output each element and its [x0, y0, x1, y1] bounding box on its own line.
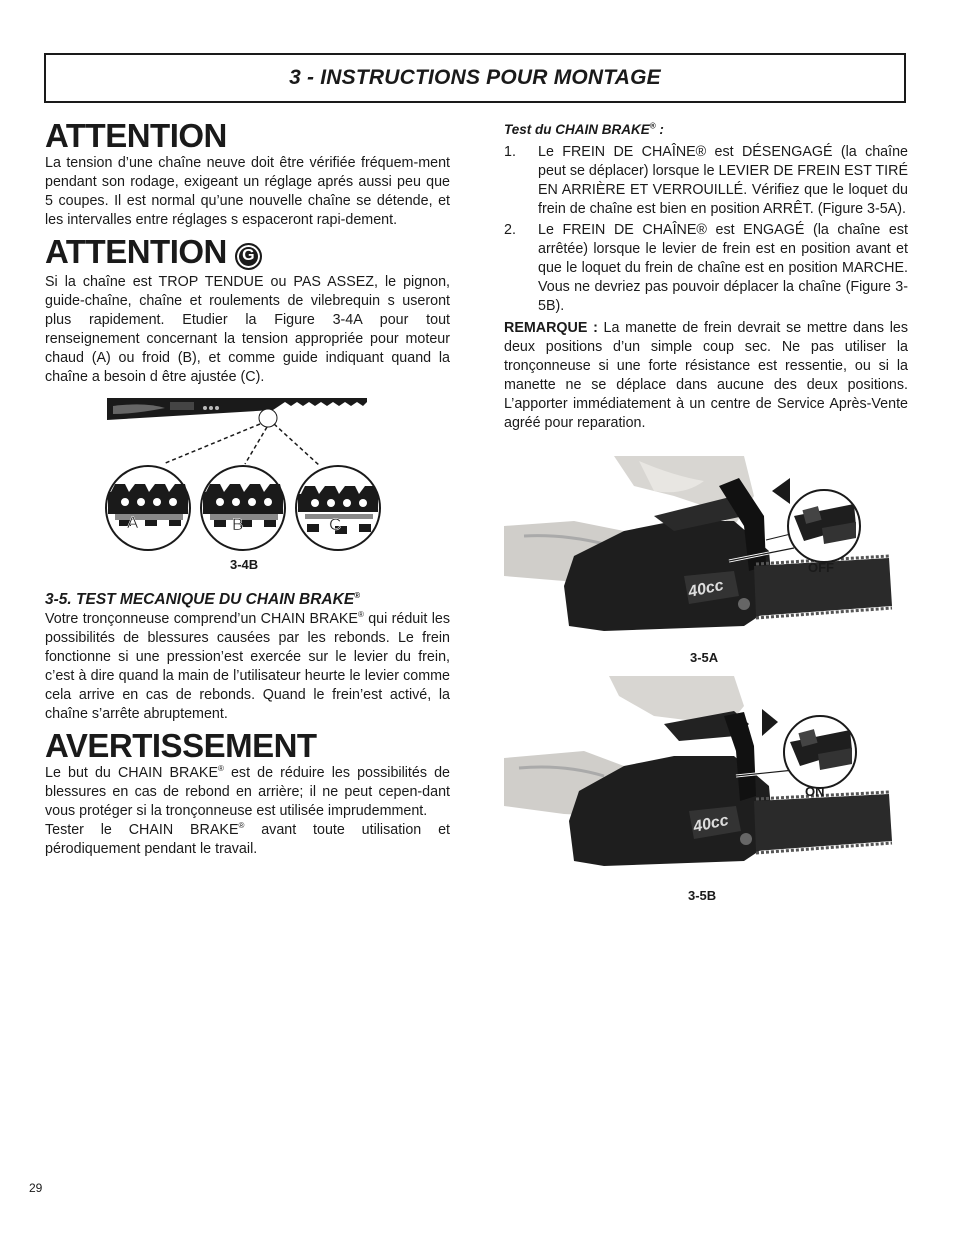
figure-3-5b	[504, 676, 904, 911]
attention-text-2: Si la chaîne est TROP TENDUE ou PAS ASSEZ, le pignon, guide-chaîne, chaîne et roulements de vilebrequin s useront plus rapidement. Etudier la Figure 3-4A pour tout renseignement concernant la tension appropriée pour moteur chaud (A) ou froid (B), et comme guide indiquant quand la chaîne a besoin d être ajustée (C).	[45, 273, 450, 385]
chain-brake-heading	[45, 590, 450, 610]
attention-text-1: La tension d’une chaîne neuve doit être vérifiée fréquem-ment pendant son rodage, exigeant un réglage aprés aussi peu que 5 coupes. Il est normal qu’une nouvelle chaîne se détende, et les intervalles entre réglages s espaceront rapi-dement.	[45, 155, 450, 228]
chain-brake-text	[45, 610, 450, 724]
brand-40cc-a: 40cc	[686, 576, 726, 601]
attention-heading-1: ATTENTION	[45, 117, 227, 154]
chain-brake-text-b: qui réduit les possibilités de blessures causées par les rebonds. Le frein fonctionne si une pression’est exercée sur le levier du frein, c’est à dire quand la main de l’utilisateur heurte le levier comme cela arrive en cas de rebonds. Quand le frein’est activé, la chaîne s’arrête abruptement.	[45, 610, 450, 722]
brand-40cc-b: 40cc	[691, 811, 731, 836]
remark-paragraph	[504, 319, 908, 433]
list-item	[504, 143, 908, 219]
tension-circle-c	[296, 466, 380, 550]
page-number: 29	[29, 1181, 43, 1195]
section-title: 3 - INSTRUCTIONS POUR MONTAGE	[289, 66, 661, 89]
chain-brake-text-a: Votre tronçonneuse comprend’un CHAIN BRAKE	[45, 610, 358, 627]
label-a: A	[127, 512, 139, 532]
list-number: 2.	[504, 222, 516, 238]
figure-3-5a	[504, 456, 904, 671]
warning-text-2	[45, 821, 450, 859]
test-heading-colon: :	[655, 122, 664, 137]
tension-circle-b	[201, 466, 285, 550]
attention-heading-2: ATTENTION	[45, 233, 227, 270]
figure-label-3-5a: 3-5A	[690, 650, 719, 665]
warning-text-1a: Le but du CHAIN BRAKE	[45, 764, 218, 781]
chainsaw-brake-on-photo	[504, 676, 904, 871]
registered-mark: ®	[217, 763, 224, 773]
callout-off: OFF	[808, 560, 834, 575]
list-text: Le FREIN DE CHAÎNE® est DÉSENGAGÉ (la chaîne peut se déplacer) lorsque le LEVIER DE FREIN EST TIRÉ EN ARRIÈRE ET VERROUILLÉ. Vérifiez que le loquet du frein de chaîne est bien en position ARRÊT. (Figure 3-5A).	[538, 144, 908, 217]
list-text: Le FREIN DE CHAÎNE® est ENGAGÉ (la chaîne est arrêtée) lorsque le levier de frein est en position avant et que le loquet du frein de chaîne est en position MARCHE. Vous ne devriez pas pouvoir déplacer la chaîne (Figure 3-5B).	[538, 222, 908, 314]
test-heading	[504, 121, 908, 139]
warning-heading: AVERTISSEMENT	[45, 726, 317, 764]
remark-text: La manette de frein devrait se mettre dans les deux positions d’un simple coup sec. Ne pas utiliser la tronçonneuse si une forte résistance est ressentie, ou si la manette ne se déplace dans aucune des deux positions. L’apporter immédiatement à un centre de Service Après-Vente agréé pour reparation.	[504, 320, 908, 431]
chainsaw-brake-off-photo	[504, 456, 904, 636]
g-badge-icon: G	[235, 243, 262, 270]
left-column	[45, 118, 450, 859]
chain-brake-heading-text: 3-5. TEST MECANIQUE DU CHAIN BRAKE	[45, 590, 355, 608]
callout-on: ON	[805, 784, 825, 799]
right-column	[504, 118, 908, 433]
warning-text-1b: est de réduire les possibilités de blessures en cas de rebond en arrière; il ne peut cepen-dant vous protéger si la tronçonneuse est utilisée imprudemment.	[45, 764, 450, 819]
attention-heading-2-row	[45, 234, 450, 273]
remark-label: REMARQUE :	[504, 320, 598, 336]
label-b: B	[232, 514, 244, 534]
chain-tension-diagram	[45, 396, 450, 576]
test-heading-text: Test du CHAIN BRAKE	[504, 122, 650, 137]
label-c: C	[329, 514, 342, 534]
registered-mark: ®	[649, 121, 656, 131]
figure-label-3-4b: 3-4B	[230, 556, 259, 572]
list-item	[504, 221, 908, 316]
list-number: 1.	[504, 144, 516, 160]
figure-label-3-5b: 3-5B	[688, 888, 717, 903]
registered-mark: ®	[238, 820, 245, 830]
registered-mark: ®	[357, 609, 364, 619]
section-header	[44, 53, 906, 103]
chain-brake-section	[45, 590, 450, 724]
warning-text-1	[45, 764, 450, 821]
tension-circle-a	[106, 466, 190, 550]
registered-mark: ®	[354, 590, 361, 600]
figure-3-4b	[45, 396, 450, 576]
warning-text-2a: Tester le CHAIN BRAKE	[45, 821, 239, 838]
warning-text-2b: avant toute utilisation et pérodiquement pendant le travail.	[45, 821, 451, 857]
